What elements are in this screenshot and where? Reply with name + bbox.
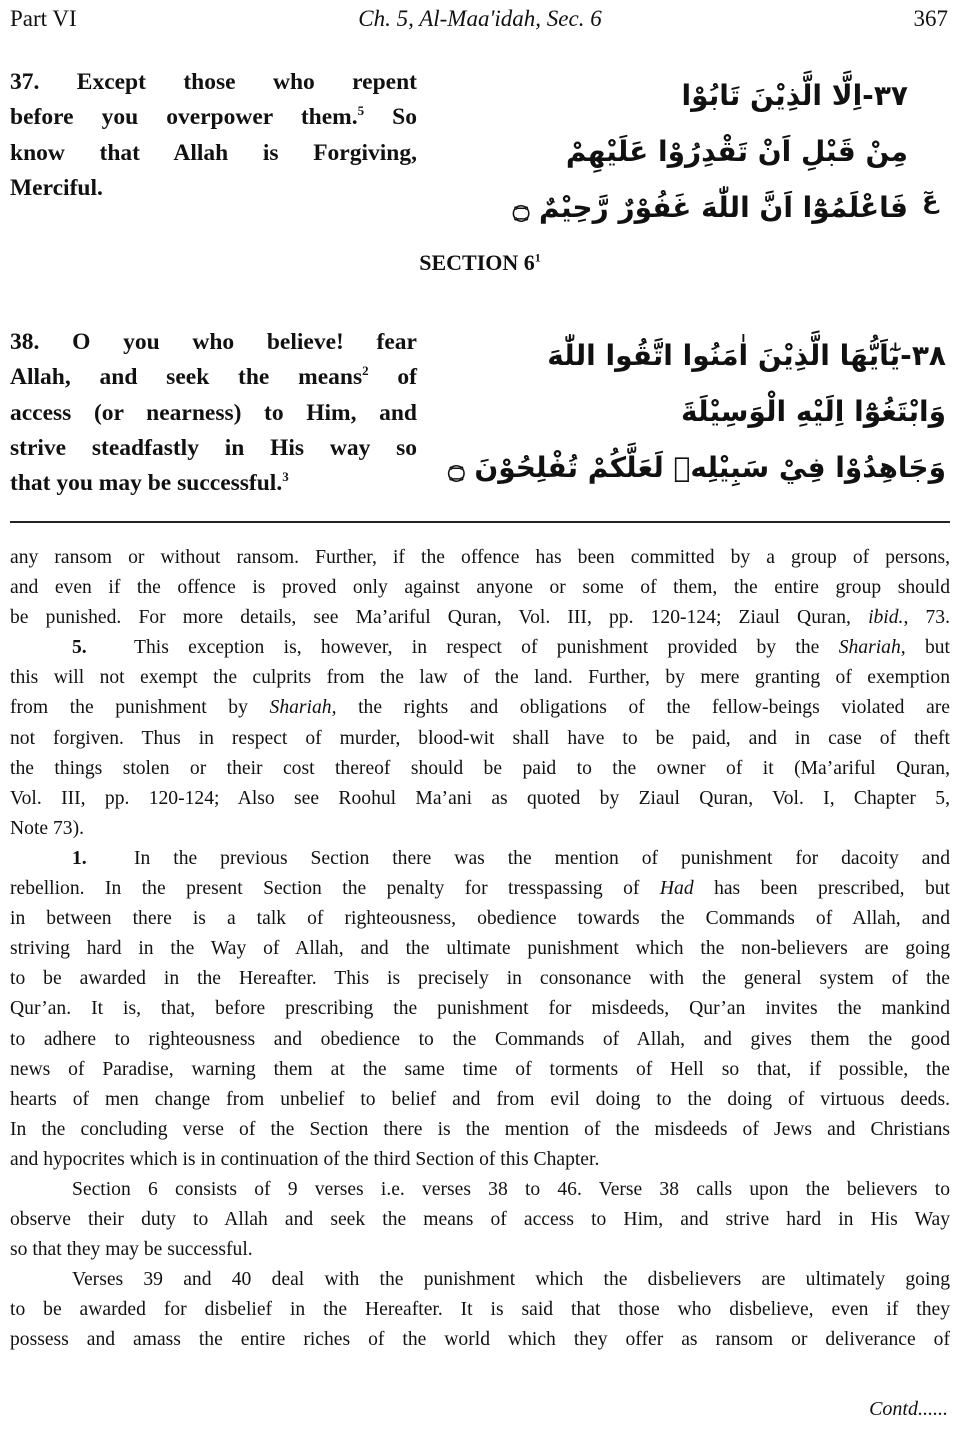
note-line xyxy=(10,934,950,964)
page-number: 367 xyxy=(913,6,948,31)
note-line xyxy=(10,904,950,934)
arabic-line: وَابْتَغُوْٓا اِلَيْهِ الْوَسِيْلَةَ xyxy=(681,395,946,428)
verse-37-translation xyxy=(10,65,417,206)
note-number: 1. xyxy=(72,847,87,869)
note-line xyxy=(10,994,950,1024)
note-text: not forgiven. Thus in respect of murder, blood-wit shall have to be paid, and in case of theft xyxy=(10,727,950,749)
verse-line xyxy=(10,360,417,395)
italic-term: Had xyxy=(659,878,694,900)
note-text: Verses 39 and 40 deal with the punishment which the disbelievers are ultimately going xyxy=(72,1269,950,1291)
note-text: observe their duty to Allah and seek the means of access to Him, and strive hard in His Way xyxy=(10,1209,950,1231)
verse-line: 38. O you who believe! fear xyxy=(10,329,417,355)
note-line xyxy=(10,784,950,814)
note-line xyxy=(10,1325,950,1355)
section-label: SECTION 6 xyxy=(419,250,535,275)
footnote-ref: 3 xyxy=(282,469,289,485)
note-text: and hypocrites which is in continuation of the third Section of this Chapter. xyxy=(10,1148,600,1170)
italic-term: ibid. xyxy=(868,607,904,629)
note-text: news of Paradise, warning them at the same time of torments of Hell so that, if possible, the xyxy=(10,1058,950,1080)
note-line xyxy=(10,844,950,874)
note-line xyxy=(10,1055,950,1085)
verse-line xyxy=(10,100,417,135)
note-line xyxy=(10,1295,950,1325)
verse-37-arabic xyxy=(440,68,908,236)
note-line xyxy=(10,724,950,754)
verse-text: that you may be successful. xyxy=(10,470,283,497)
footnote-ref: 5 xyxy=(357,103,365,119)
note-line xyxy=(10,633,950,663)
note-line xyxy=(10,754,950,784)
note-line xyxy=(10,1265,950,1295)
verse-line: access (or nearness) to Him, and xyxy=(10,399,417,426)
note-text: the rights and obligations of the fellow-beings violated are xyxy=(336,697,950,719)
arabic-line: مِنْ قَبْلِ اَنْ تَقْدِرُوْا عَلَيْهِمْ xyxy=(565,135,908,168)
verse-line xyxy=(10,466,417,501)
italic-term: Shariah, xyxy=(838,637,906,659)
verse-line: strive steadfastly in His way so xyxy=(10,434,417,461)
italic-term: Shariah, xyxy=(269,697,337,719)
note-text: has been prescribed, but xyxy=(693,878,950,900)
ruku-margin-mark: عٓ xyxy=(922,186,939,214)
arabic-line: وَجَاهِدُوْا فِيْ سَبِيْلِهٖ لَعَلَّكُمْ تُفْلِحُوْنَ ۝ xyxy=(448,451,946,484)
note-line xyxy=(10,814,950,844)
note-text: rebellion. In the present Section the penalty for tresspassing of xyxy=(10,878,660,900)
note-line xyxy=(10,1025,950,1055)
note-text: Section 6 consists of 9 verses i.e. verses 38 to 46. Verse 38 calls upon the believers to xyxy=(72,1178,950,1200)
continued-label: Contd...... xyxy=(869,1398,948,1420)
note-line xyxy=(10,663,950,693)
arabic-line: ٣٨-يٰٓاَيُّهَا الَّذِيْنَ اٰمَنُوا اتَّقُوا اللّٰهَ xyxy=(547,339,946,372)
note-text: to be awarded for disbelief in the Hereafter. It is said that those who disbelieve, even if they xyxy=(10,1299,950,1321)
note-text: In the concluding verse of the Section there is the mention of the misdeeds of Jews and Christians xyxy=(10,1118,950,1140)
note-text: be punished. For more details, see Ma’ariful Quran, Vol. III, pp. 120-124; Ziaul Quran, xyxy=(10,607,869,629)
verse-text: Allah, and seek the means xyxy=(10,364,363,391)
note-text: Note 73). xyxy=(10,817,85,839)
note-line xyxy=(10,1115,950,1145)
note-text: hearts of men change from unbelief to belief and from evil doing to the doing of virtuous deeds. xyxy=(10,1088,950,1110)
verse-text: of xyxy=(368,364,417,391)
part-label: Part VI xyxy=(10,6,77,31)
note-text: the things stolen or their cost thereof should be paid to the owner of it (Ma’ariful Quran, xyxy=(10,757,950,779)
note-text: This exception is, however, in respect of punishment provided by the xyxy=(134,637,839,659)
note-line xyxy=(10,543,950,573)
note-text: , 73. xyxy=(903,607,950,629)
note-text: to adhere to righteousness and obedience to the Commands of Allah, and gives them the good xyxy=(10,1028,950,1050)
footnote-ref: 1 xyxy=(534,250,541,265)
note-line xyxy=(10,1205,950,1235)
note-line xyxy=(10,1085,950,1115)
note-text: in between there is a talk of righteousness, obedience towards the Commands of Allah, and xyxy=(10,908,950,930)
footnote-ref: 2 xyxy=(362,363,369,379)
note-text: In the previous Section there was the mention of punishment for dacoity and xyxy=(134,847,950,869)
verse-38-translation xyxy=(10,325,417,501)
note-line xyxy=(10,964,950,994)
chapter-heading: Ch. 5, Al-Maa'idah, Sec. 6 xyxy=(358,6,602,31)
arabic-line: فَاعْلَمُوْٓا اَنَّ اللّٰهَ غَفُوْرٌ رَّحِيْمٌ ۝ xyxy=(512,191,908,224)
note-text: from the punishment by xyxy=(10,697,270,719)
verse-line: Merciful. xyxy=(10,174,103,201)
note-text: Qur’an. It is, that, before prescribing the punishment for misdeeds, Qur’an invites the mankind xyxy=(10,998,950,1020)
note-line xyxy=(10,603,950,633)
note-line xyxy=(10,1235,950,1265)
note-text: possess and amass the entire riches of the world which they offer as ransom or deliverance of xyxy=(10,1329,950,1351)
section-heading xyxy=(0,250,960,276)
note-text: so that they may be successful. xyxy=(10,1239,253,1261)
arabic-line: ٣٧-اِلَّا الَّذِيْنَ تَابُوْا xyxy=(681,79,908,112)
note-text: to be awarded in the Hereafter. This is precisely in consonance with the general system of the xyxy=(10,968,950,990)
verse-38-arabic xyxy=(440,328,946,496)
verse-text: before you overpower them. xyxy=(10,104,358,131)
note-text: any ransom or without ransom. Further, if the offence has been committed by a group of persons, xyxy=(10,547,950,568)
footnotes xyxy=(10,543,950,1356)
note-text: this will not exempt the culprits from the law of the land. Further, by mere granting of exemption xyxy=(10,667,950,689)
note-text: striving hard in the Way of Allah, and the ultimate punishment which the non-believers are going xyxy=(10,938,950,960)
note-text: Vol. III, pp. 120-124; Also see Roohul Ma’ani as quoted by Ziaul Quran, Vol. I, Chapter 5, xyxy=(10,787,950,809)
note-line xyxy=(10,874,950,904)
note-number: 5. xyxy=(72,637,87,659)
divider xyxy=(10,521,950,523)
verse-line: 37. Except those who repent xyxy=(10,69,417,95)
note-line xyxy=(10,693,950,723)
note-line xyxy=(10,573,950,603)
note-text: and even if the offence is proved only against anyone or some of them, the entire group should xyxy=(10,577,950,599)
note-line xyxy=(10,1145,950,1175)
note-line xyxy=(10,1175,950,1205)
verse-line: know that Allah is Forgiving, xyxy=(10,139,417,166)
note-text: but xyxy=(905,637,950,659)
verse-text: So xyxy=(364,104,417,131)
